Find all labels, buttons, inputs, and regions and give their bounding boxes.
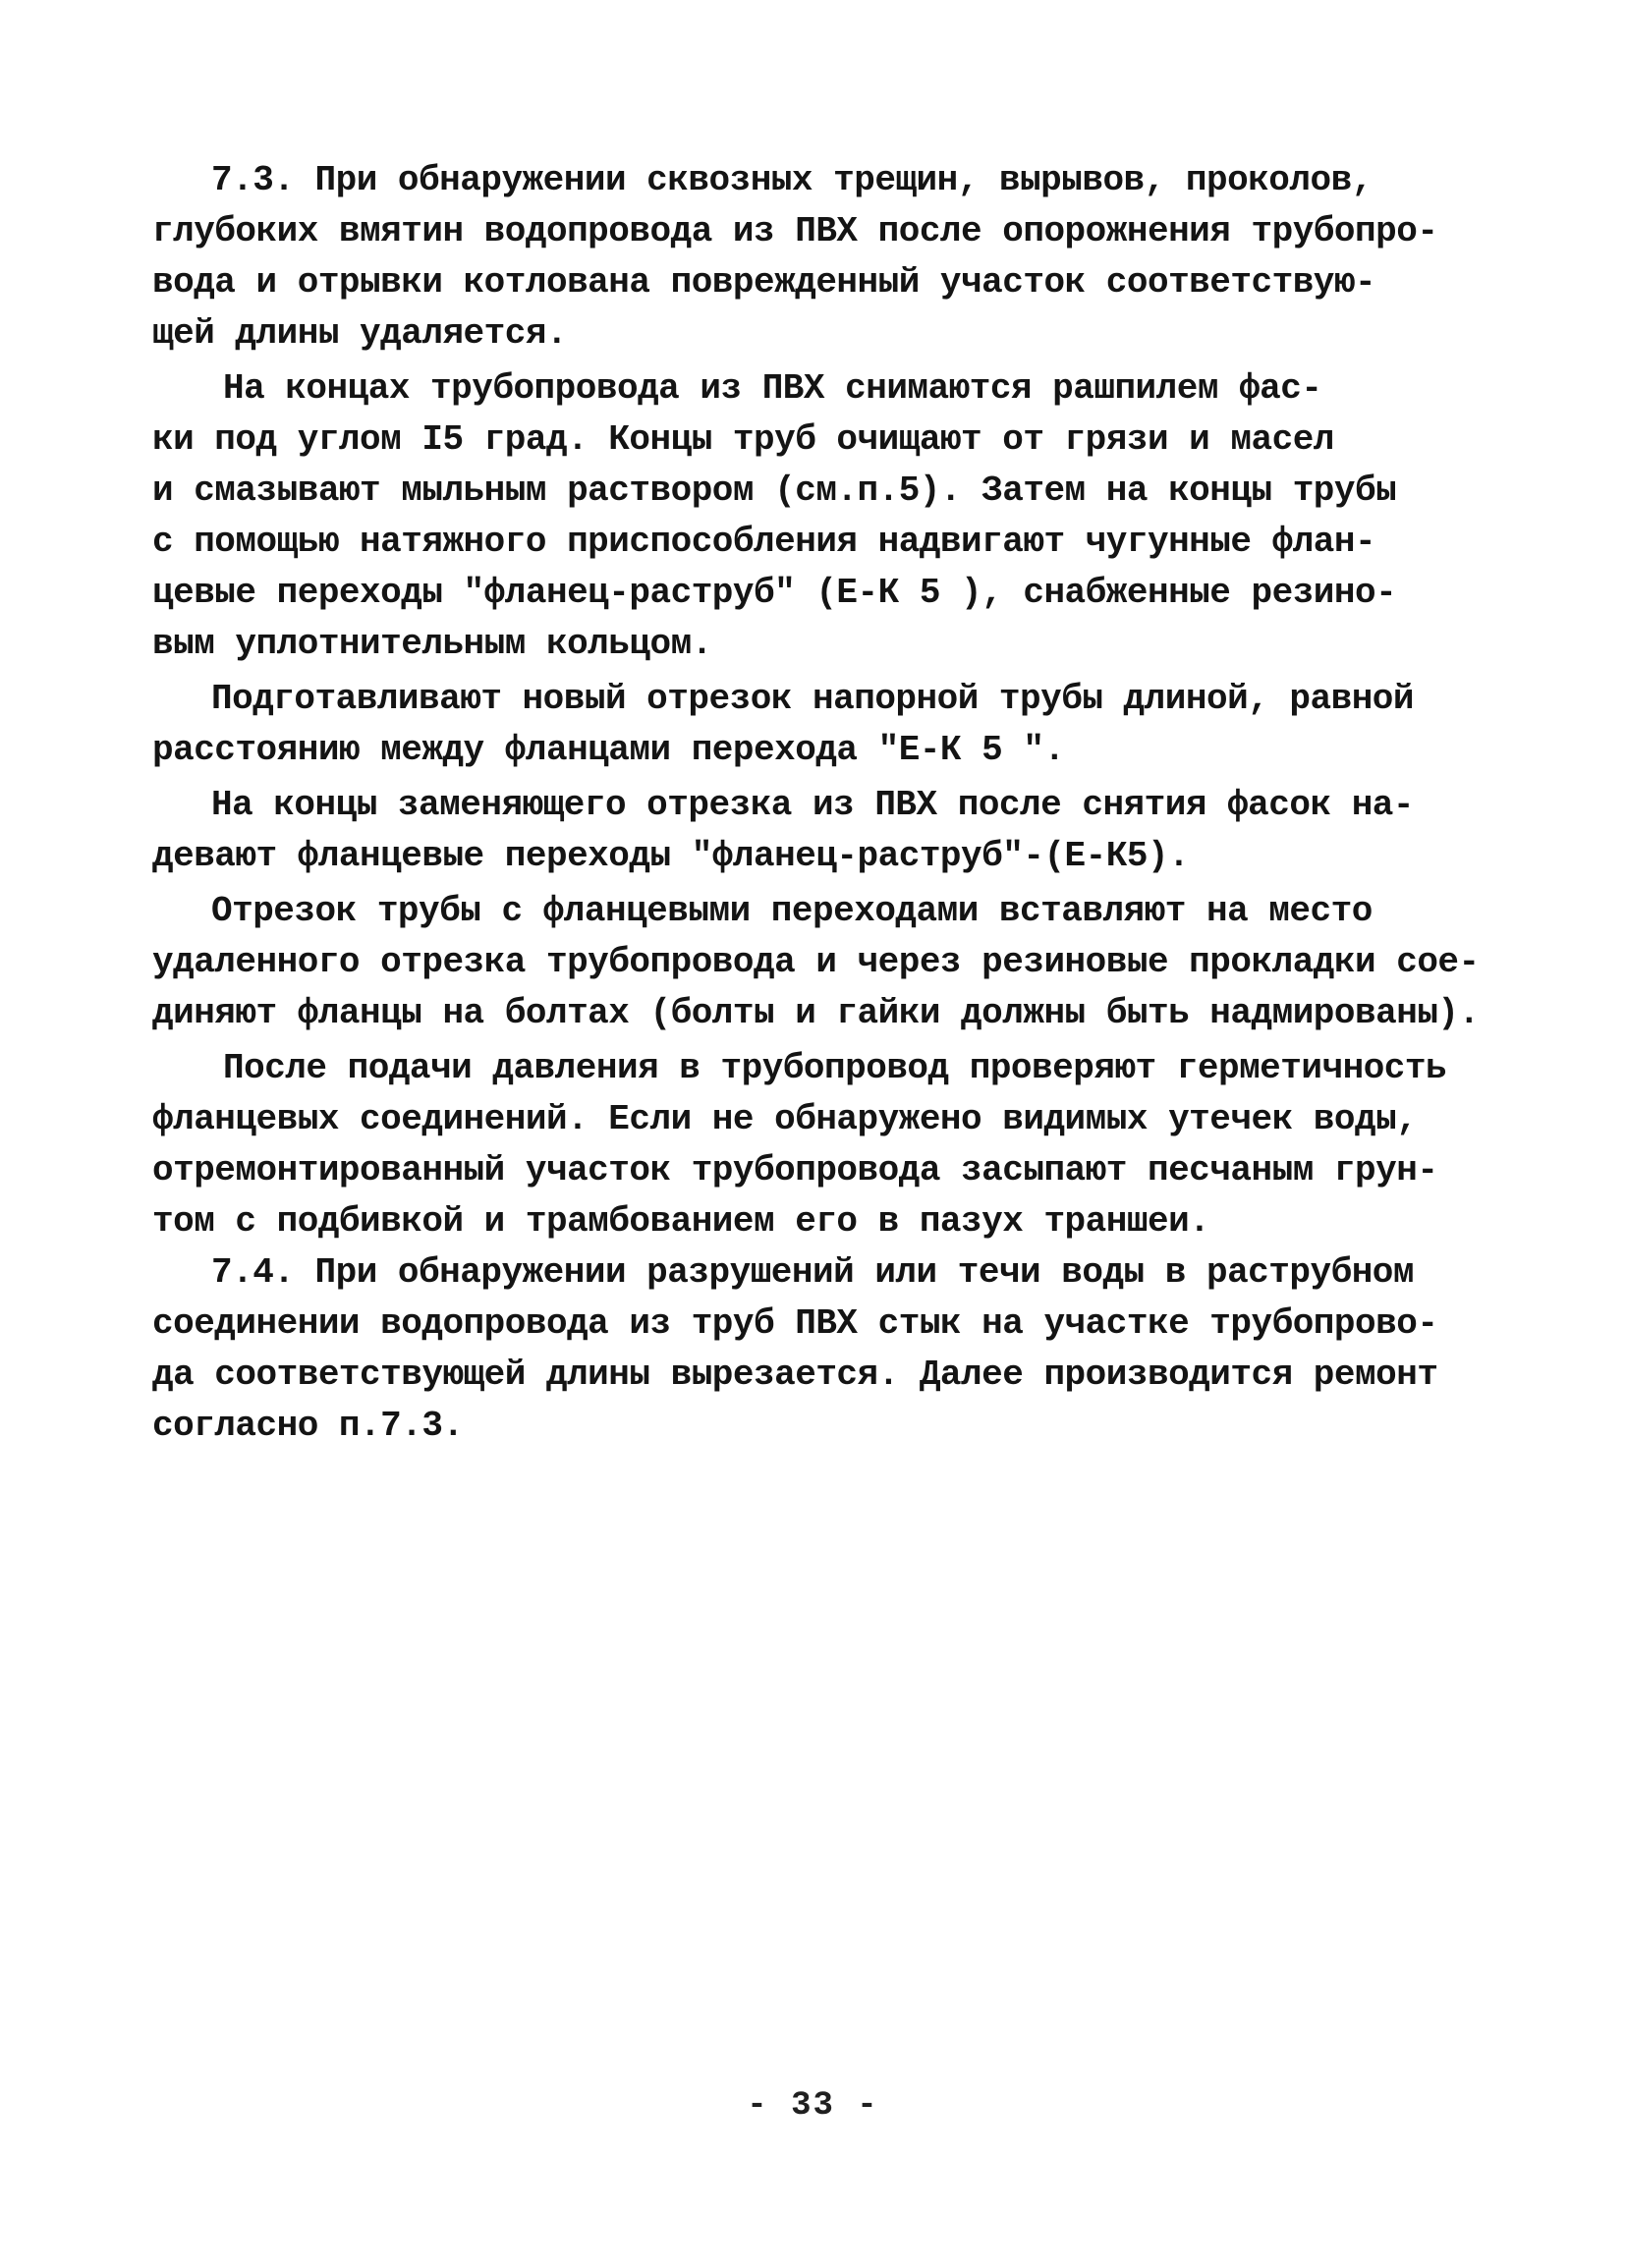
text-line: После подачи давления в трубопровод проверяют герметичность bbox=[223, 1048, 1447, 1088]
text-line: согласно п.7.3. bbox=[152, 1406, 464, 1446]
paragraph-pipe-ends bbox=[152, 363, 1449, 670]
page-number: - 33 - bbox=[747, 2087, 879, 2125]
paragraph-pressure-test bbox=[152, 1043, 1449, 1247]
text-line: Подготавливают новый отрезок напорной трубы длиной, равной bbox=[211, 679, 1415, 719]
text-line: вым уплотнительным кольцом. bbox=[152, 624, 712, 664]
text-line: глубоких вмятин водопровода из ПВХ после опорожнения трубопро- bbox=[152, 211, 1438, 251]
text-line: фланцевых соединений. Если не обнаружено видимых утечек воды, bbox=[152, 1099, 1418, 1139]
text-line: цевые переходы "фланец-раструб" (Е-К 5 ), снабженные резино- bbox=[152, 573, 1397, 613]
paragraph-7-3 bbox=[152, 155, 1449, 360]
document-body bbox=[152, 155, 1480, 1452]
text-line: и смазывают мыльным раствором (см.п.5). Затем на концы трубы bbox=[152, 470, 1397, 511]
text-line: расстоянию между фланцами перехода "Е-К 5 ". bbox=[152, 730, 1065, 770]
paragraph-7-4 bbox=[152, 1247, 1449, 1452]
text-line: отремонтированный участок трубопровода засыпают песчаным грун- bbox=[152, 1150, 1438, 1190]
text-line: Отрезок трубы с фланцевыми переходами вставляют на место bbox=[211, 891, 1373, 931]
text-line: соединении водопровода из труб ПВХ стык на участке трубопрово- bbox=[152, 1303, 1438, 1344]
text-line: 7.4. При обнаружении разрушений или течи воды в раструбном bbox=[211, 1252, 1415, 1293]
paragraph-insert-segment bbox=[152, 886, 1480, 1039]
text-line: На концы заменяющего отрезка из ПВХ после снятия фасок на- bbox=[211, 785, 1415, 825]
text-line: удаленного отрезка трубопровода и через резиновые прокладки сое- bbox=[152, 942, 1480, 982]
text-line: диняют фланцы на болтах (болты и гайки должны быть надмированы). bbox=[152, 993, 1480, 1033]
text-line: вода и отрывки котлована поврежденный участок соответствую- bbox=[152, 262, 1376, 303]
paragraph-prepare-segment bbox=[152, 674, 1449, 776]
text-line: с помощью натяжного приспособления надвигают чугунные флан- bbox=[152, 522, 1376, 562]
text-line: том с подбивкой и трамбованием его в пазух траншеи. bbox=[152, 1201, 1210, 1242]
text-line: На концах трубопровода из ПВХ снимаются рашпилем фас- bbox=[223, 368, 1322, 409]
paragraph-replacement-ends bbox=[152, 780, 1449, 882]
text-line: девают фланцевые переходы "фланец-раструб"-(Е-К5). bbox=[152, 836, 1190, 876]
text-line: щей длины удаляется. bbox=[152, 313, 568, 354]
text-line: да соответствующей длины вырезается. Далее производится ремонт bbox=[152, 1355, 1438, 1395]
text-line: ки под углом I5 град. Концы труб очищают от грязи и масел bbox=[152, 419, 1334, 460]
text-line: 7.3. При обнаружении сквозных трещин, вырывов, проколов, bbox=[211, 160, 1373, 200]
